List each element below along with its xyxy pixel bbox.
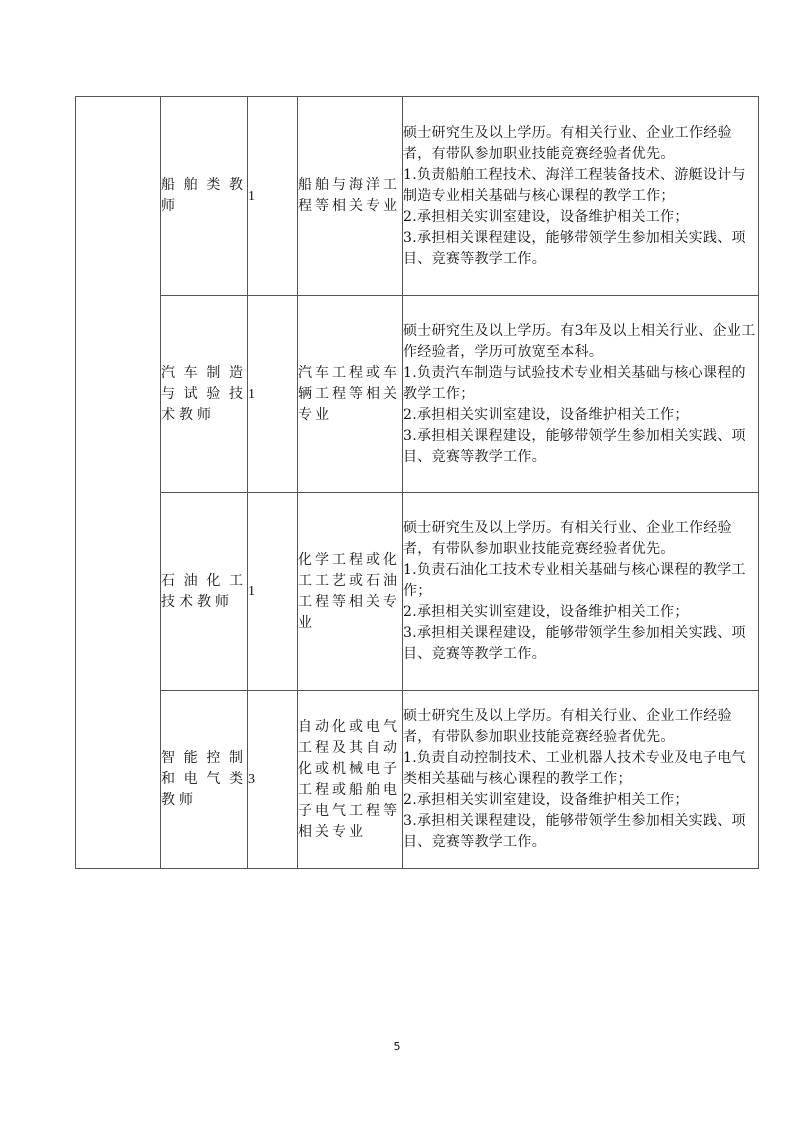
requirement-line: 2.承担相关实训室建设，设备维护相关工作； [403, 406, 689, 423]
table-row [76, 691, 759, 869]
count-cell: 3 [248, 691, 298, 869]
recruitment-table [75, 96, 759, 869]
position-cell: 船舶类教师 [161, 97, 248, 296]
requirement-line: 3.承担相关课程建设，能够带领学生参加相关实践、项目、竞赛等教学工作。 [403, 625, 746, 662]
count-cell: 1 [248, 97, 298, 296]
requirement-line: 3.承担相关课程建设，能够带领学生参加相关实践、项目、竞赛等教学工作。 [403, 229, 746, 267]
major-cell: 船舶与海洋工程等相关专业 [298, 97, 403, 296]
table-row [76, 493, 759, 691]
requirements-cell [403, 97, 759, 296]
position-cell: 石油化工技术教师 [161, 493, 248, 691]
requirements-cell [403, 691, 759, 869]
position-cell: 汽车制造与试验技术教师 [161, 296, 248, 493]
table-row [76, 296, 759, 493]
requirement-line: 硕士研究生及以上学历。有3年及以上相关行业、企业工作经验者，学历可放宽至本科。 [403, 322, 756, 360]
requirement-line: 硕士研究生及以上学历。有相关行业、企业工作经验者，有带队参加职业技能竞赛经验者优先。 [403, 520, 732, 557]
count-cell: 1 [248, 493, 298, 691]
requirements-cell [403, 493, 759, 691]
requirement-line: 1.负责汽车制造与试验技术专业相关基础与核心课程的教学工作； [403, 364, 746, 402]
requirement-line: 3.承担相关课程建设，能够带领学生参加相关实践、项目、竞赛等教学工作。 [403, 427, 746, 465]
position-cell: 智能控制和电气类教师 [161, 691, 248, 869]
requirements-cell [403, 296, 759, 493]
page-number: 5 [393, 1040, 401, 1053]
major-cell: 汽车工程或车辆工程等相关专业 [298, 296, 403, 493]
merged-category-cell [76, 97, 161, 869]
requirement-line: 2.承担相关实训室建设，设备维护相关工作； [403, 208, 689, 225]
requirement-line: 3.承担相关课程建设，能够带领学生参加相关实践、项目、竞赛等教学工作。 [403, 813, 746, 850]
requirement-line: 1.负责船舶工程技术、海洋工程装备技术、游艇设计与制造专业相关基础与核心课程的教学工作； [403, 166, 746, 204]
major-cell: 自动化或电气工程及其自动化或机械电子工程或船舶电子电气工程等相关专业 [298, 691, 403, 869]
requirement-line: 2.承担相关实训室建设，设备维护相关工作； [403, 792, 689, 808]
requirement-line: 硕士研究生及以上学历。有相关行业、企业工作经验者，有带队参加职业技能竞赛经验者优先。 [403, 124, 732, 162]
requirement-line: 硕士研究生及以上学历。有相关行业、企业工作经验者，有带队参加职业技能竞赛经验者优先。 [403, 708, 732, 745]
count-cell: 1 [248, 296, 298, 493]
table-row [76, 97, 759, 296]
requirement-line: 2.承担相关实训室建设，设备维护相关工作； [403, 604, 689, 620]
requirement-line: 1.负责石油化工技术专业相关基础与核心课程的教学工作； [403, 562, 746, 599]
major-cell: 化学工程或化工工艺或石油工程等相关专业 [298, 493, 403, 691]
requirement-line: 1.负责自动控制技术、工业机器人技术专业及电子电气类相关基础与核心课程的教学工作； [403, 750, 746, 787]
